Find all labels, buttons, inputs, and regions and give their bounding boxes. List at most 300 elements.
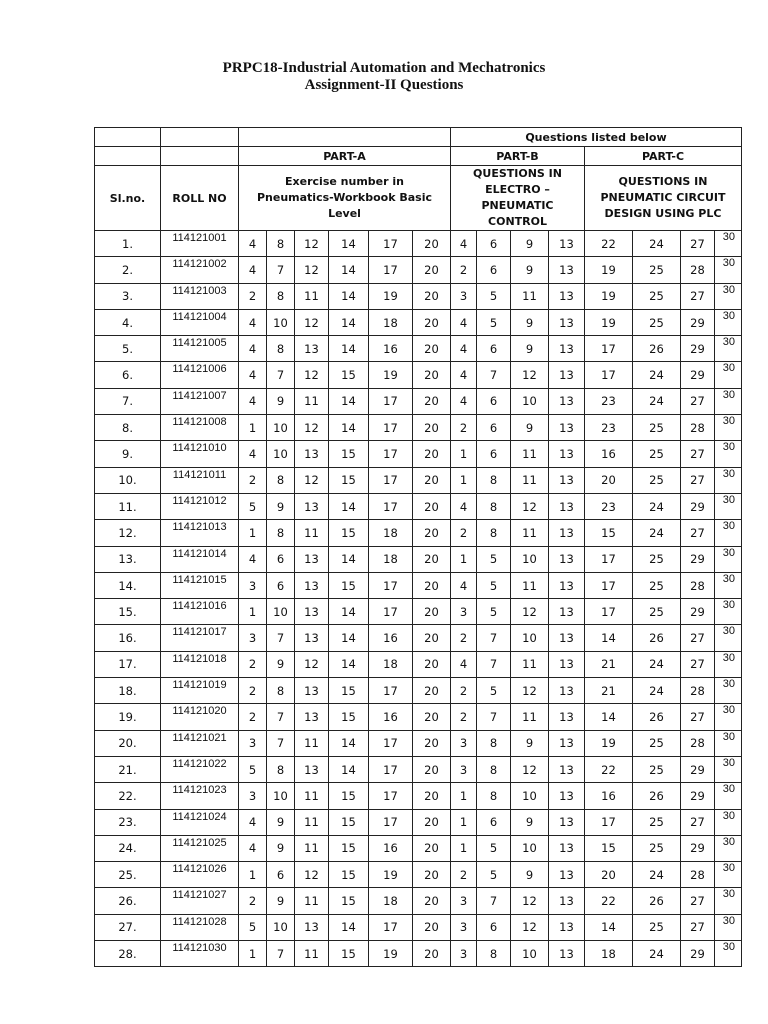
table-row <box>95 257 742 283</box>
part-a-cell: 16 <box>369 336 413 362</box>
roll-no-cell: 114121003 <box>161 283 239 309</box>
part-c-cell: 25 <box>633 835 681 861</box>
part-c-cell: 17 <box>585 546 633 572</box>
part-b-cell: 6 <box>477 809 511 835</box>
part-a-cell: 8 <box>267 231 295 257</box>
part-b-cell: 3 <box>451 730 477 756</box>
part-c-cell: 30 <box>715 231 742 257</box>
sl-no-cell: 17. <box>95 651 161 677</box>
part-a-cell: 11 <box>295 888 329 914</box>
part-a-cell: 2 <box>239 888 267 914</box>
sl-no-cell: 8. <box>95 415 161 441</box>
part-c-cell: 24 <box>633 678 681 704</box>
part-b-cell: 13 <box>549 941 585 967</box>
part-a-cell: 10 <box>267 441 295 467</box>
part-a-cell: 9 <box>267 835 295 861</box>
sl-no-cell: 28. <box>95 941 161 967</box>
part-b-cell: 6 <box>477 415 511 441</box>
part-b-cell: 1 <box>451 783 477 809</box>
part-b-cell: 10 <box>511 388 549 414</box>
part-b-cell: 13 <box>549 835 585 861</box>
part-a-cell: 2 <box>239 283 267 309</box>
sl-no-cell: 10. <box>95 467 161 493</box>
part-c-cell: 27 <box>681 231 715 257</box>
table-row <box>95 546 742 572</box>
part-a-cell: 11 <box>295 388 329 414</box>
part-b-cell: 3 <box>451 599 477 625</box>
blank-cell <box>95 128 161 147</box>
part-a-cell: 14 <box>329 625 369 651</box>
roll-no-cell: 114121012 <box>161 493 239 519</box>
roll-no-cell: 114121027 <box>161 888 239 914</box>
part-a-cell: 20 <box>413 651 451 677</box>
part-a-cell: 13 <box>295 546 329 572</box>
part-c-cell: 27 <box>681 283 715 309</box>
part-c-cell: 25 <box>633 415 681 441</box>
part-c-cell: 19 <box>585 283 633 309</box>
part-c-cell: 22 <box>585 756 633 782</box>
roll-no-cell: 114121024 <box>161 809 239 835</box>
part-a-cell: 1 <box>239 862 267 888</box>
part-c-cell: 15 <box>585 520 633 546</box>
part-a-cell: 14 <box>329 257 369 283</box>
part-a-cell: 20 <box>413 862 451 888</box>
sl-no-cell: 2. <box>95 257 161 283</box>
part-c-cell: 25 <box>633 467 681 493</box>
part-c-cell: 29 <box>681 599 715 625</box>
part-c-cell: 28 <box>681 730 715 756</box>
roll-no-cell: 114121010 <box>161 441 239 467</box>
table-row <box>95 336 742 362</box>
part-c-cell: 30 <box>715 599 742 625</box>
part-a-cell: 10 <box>267 783 295 809</box>
part-b-cell: 4 <box>451 231 477 257</box>
roll-no-cell: 114121018 <box>161 651 239 677</box>
part-b-cell: 5 <box>477 862 511 888</box>
part-a-cell: 8 <box>267 336 295 362</box>
part-b-cell: 3 <box>451 914 477 940</box>
table-row <box>95 415 742 441</box>
part-a-cell: 1 <box>239 941 267 967</box>
part-c-cell: 30 <box>715 362 742 388</box>
part-a-cell: 8 <box>267 678 295 704</box>
part-b-cell: 4 <box>451 336 477 362</box>
part-a-cell: 10 <box>267 599 295 625</box>
part-c-cell: 27 <box>681 704 715 730</box>
part-a-cell: 4 <box>239 546 267 572</box>
part-a-cell: 15 <box>329 835 369 861</box>
part-a-cell: 17 <box>369 388 413 414</box>
part-b-cell: 13 <box>549 625 585 651</box>
part-b-cell: 12 <box>511 599 549 625</box>
sl-no-cell: 25. <box>95 862 161 888</box>
part-a-cell: 10 <box>267 309 295 335</box>
part-c-cell: 30 <box>715 546 742 572</box>
part-a-cell: 2 <box>239 651 267 677</box>
part-c-cell: 30 <box>715 441 742 467</box>
part-b-cell: 13 <box>549 914 585 940</box>
part-c-cell: 25 <box>633 546 681 572</box>
part-c-cell: 16 <box>585 441 633 467</box>
roll-no-cell: 114121008 <box>161 415 239 441</box>
part-b-cell: 8 <box>477 941 511 967</box>
part-c-cell: 30 <box>715 257 742 283</box>
blank-cell <box>95 147 161 166</box>
part-a-cell: 5 <box>239 756 267 782</box>
part-c-cell: 24 <box>633 862 681 888</box>
part-a-cell: 20 <box>413 231 451 257</box>
part-c-cell: 30 <box>715 914 742 940</box>
part-a-cell: 15 <box>329 783 369 809</box>
roll-no-cell: 114121021 <box>161 730 239 756</box>
part-c-cell: 30 <box>715 704 742 730</box>
sl-no-cell: 6. <box>95 362 161 388</box>
part-b-cell: 13 <box>549 388 585 414</box>
part-b-cell: 13 <box>549 336 585 362</box>
part-a-cell: 6 <box>267 572 295 598</box>
part-a-cell: 17 <box>369 493 413 519</box>
part-c-cell: 27 <box>681 651 715 677</box>
part-a-cell: 13 <box>295 625 329 651</box>
part-a-cell: 7 <box>267 704 295 730</box>
part-a-cell: 20 <box>413 730 451 756</box>
part-a-cell: 15 <box>329 862 369 888</box>
sl-no-cell: 18. <box>95 678 161 704</box>
part-a-cell: 20 <box>413 625 451 651</box>
part-b-cell: 11 <box>511 572 549 598</box>
part-b-cell: 13 <box>549 730 585 756</box>
part-a-cell: 20 <box>413 283 451 309</box>
blank-cell <box>161 128 239 147</box>
blank-cell <box>239 128 451 147</box>
part-c-cell: 30 <box>715 415 742 441</box>
part-a-cell: 2 <box>239 704 267 730</box>
part-a-cell: 16 <box>369 625 413 651</box>
part-a-cell: 17 <box>369 756 413 782</box>
part-b-cell: 10 <box>511 941 549 967</box>
part-b-cell: 12 <box>511 678 549 704</box>
part-c-cell: 27 <box>681 914 715 940</box>
part-c-cell: 29 <box>681 941 715 967</box>
part-c-cell: 14 <box>585 625 633 651</box>
roll-no-cell: 114121025 <box>161 835 239 861</box>
part-a-cell: 17 <box>369 572 413 598</box>
part-c-cell: 27 <box>681 520 715 546</box>
part-a-cell: 13 <box>295 336 329 362</box>
sl-no-cell: 21. <box>95 756 161 782</box>
table-row <box>95 599 742 625</box>
part-b-cell: 9 <box>511 415 549 441</box>
sl-no-cell: 3. <box>95 283 161 309</box>
document-subtitle: Assignment-II Questions <box>304 77 464 93</box>
sl-no-cell: 7. <box>95 388 161 414</box>
part-a-cell: 2 <box>239 678 267 704</box>
part-a-cell: 4 <box>239 309 267 335</box>
part-c-cell: 29 <box>681 493 715 519</box>
part-a-cell: 14 <box>329 914 369 940</box>
sl-no-cell: 27. <box>95 914 161 940</box>
roll-no-cell: 114121030 <box>161 941 239 967</box>
part-c-cell: 25 <box>633 914 681 940</box>
part-a-cell: 14 <box>329 388 369 414</box>
part-a-cell: 14 <box>329 283 369 309</box>
part-b-cell: 8 <box>477 520 511 546</box>
part-a-cell: 3 <box>239 572 267 598</box>
part-c-cell: 30 <box>715 572 742 598</box>
part-c-cell: 30 <box>715 520 742 546</box>
part-a-cell: 10 <box>267 415 295 441</box>
part-c-cell: 25 <box>633 809 681 835</box>
part-a-cell: 4 <box>239 362 267 388</box>
part-c-cell: 30 <box>715 336 742 362</box>
part-a-cell: 17 <box>369 730 413 756</box>
part-b-cell: 6 <box>477 388 511 414</box>
part-a-cell: 20 <box>413 362 451 388</box>
part-a-cell: 20 <box>413 467 451 493</box>
sl-no-cell: 13. <box>95 546 161 572</box>
part-c-cell: 30 <box>715 941 742 967</box>
part-a-cell: 14 <box>329 309 369 335</box>
part-c-cell: 25 <box>633 572 681 598</box>
part-b-cell: 5 <box>477 835 511 861</box>
part-a-cell: 17 <box>369 678 413 704</box>
part-b-cell: 6 <box>477 257 511 283</box>
part-a-cell: 20 <box>413 546 451 572</box>
part-c-cell: 17 <box>585 599 633 625</box>
part-c-cell: 25 <box>633 283 681 309</box>
part-a-cell: 4 <box>239 835 267 861</box>
part-a-header: PART-A <box>239 147 451 166</box>
part-c-cell: 19 <box>585 309 633 335</box>
table-row <box>95 231 742 257</box>
part-a-cell: 8 <box>267 520 295 546</box>
part-c-cell: 25 <box>633 441 681 467</box>
part-c-cell: 29 <box>681 546 715 572</box>
part-a-cell: 8 <box>267 756 295 782</box>
part-a-cell: 9 <box>267 809 295 835</box>
part-b-cell: 13 <box>549 546 585 572</box>
part-b-cell: 11 <box>511 441 549 467</box>
part-a-cell: 9 <box>267 651 295 677</box>
part-b-cell: 5 <box>477 309 511 335</box>
part-a-cell: 20 <box>413 704 451 730</box>
roll-no-cell: 114121004 <box>161 309 239 335</box>
part-b-cell: 13 <box>549 231 585 257</box>
part-b-cell: 2 <box>451 415 477 441</box>
part-c-cell: 26 <box>633 704 681 730</box>
part-c-cell: 30 <box>715 888 742 914</box>
document-title: PRPC18-Industrial Automation and Mechatronics <box>222 60 546 76</box>
part-a-cell: 20 <box>413 783 451 809</box>
part-c-cell: 29 <box>681 756 715 782</box>
part-a-cell: 17 <box>369 914 413 940</box>
part-a-cell: 5 <box>239 493 267 519</box>
table-row <box>95 467 742 493</box>
part-b-cell: 12 <box>511 362 549 388</box>
table-row <box>95 678 742 704</box>
part-a-cell: 9 <box>267 493 295 519</box>
roll-no-cell: 114121016 <box>161 599 239 625</box>
part-c-header: PART-C <box>585 147 742 166</box>
part-b-description: QUESTIONS IN ELECTRO – PNEUMATIC CONTROL <box>451 166 585 231</box>
part-b-cell: 13 <box>549 441 585 467</box>
table-row <box>95 493 742 519</box>
part-a-cell: 11 <box>295 835 329 861</box>
part-a-cell: 20 <box>413 914 451 940</box>
part-a-cell: 14 <box>329 231 369 257</box>
part-c-cell: 26 <box>633 336 681 362</box>
table-row <box>95 362 742 388</box>
part-b-cell: 11 <box>511 520 549 546</box>
table-row <box>95 783 742 809</box>
sl-no-cell: 26. <box>95 888 161 914</box>
part-a-cell: 20 <box>413 835 451 861</box>
roll-no-cell: 114121006 <box>161 362 239 388</box>
part-a-cell: 15 <box>329 441 369 467</box>
part-c-cell: 25 <box>633 730 681 756</box>
part-b-cell: 12 <box>511 756 549 782</box>
part-b-cell: 13 <box>549 704 585 730</box>
part-c-cell: 25 <box>633 599 681 625</box>
part-c-cell: 27 <box>681 467 715 493</box>
part-b-cell: 1 <box>451 546 477 572</box>
part-c-cell: 28 <box>681 678 715 704</box>
part-a-cell: 15 <box>329 572 369 598</box>
part-a-cell: 3 <box>239 783 267 809</box>
part-c-cell: 30 <box>715 835 742 861</box>
table-row <box>95 704 742 730</box>
sl-no-header: Sl.no. <box>95 166 161 231</box>
part-a-cell: 11 <box>295 730 329 756</box>
part-a-cell: 14 <box>329 546 369 572</box>
part-b-cell: 1 <box>451 809 477 835</box>
part-b-cell: 12 <box>511 888 549 914</box>
part-c-cell: 30 <box>715 651 742 677</box>
part-c-cell: 30 <box>715 862 742 888</box>
part-c-cell: 26 <box>633 625 681 651</box>
part-c-cell: 24 <box>633 362 681 388</box>
roll-no-cell: 114121023 <box>161 783 239 809</box>
part-c-cell: 17 <box>585 336 633 362</box>
sl-no-cell: 20. <box>95 730 161 756</box>
part-c-cell: 29 <box>681 783 715 809</box>
part-a-cell: 19 <box>369 862 413 888</box>
roll-no-cell: 114121013 <box>161 520 239 546</box>
part-a-cell: 12 <box>295 862 329 888</box>
part-b-cell: 9 <box>511 809 549 835</box>
part-b-cell: 2 <box>451 704 477 730</box>
part-c-cell: 27 <box>681 888 715 914</box>
sl-no-cell: 24. <box>95 835 161 861</box>
part-a-cell: 12 <box>295 362 329 388</box>
part-a-cell: 15 <box>329 467 369 493</box>
part-b-cell: 8 <box>477 756 511 782</box>
part-a-cell: 17 <box>369 257 413 283</box>
part-a-cell: 13 <box>295 914 329 940</box>
part-b-cell: 4 <box>451 572 477 598</box>
part-c-cell: 23 <box>585 493 633 519</box>
part-b-cell: 2 <box>451 520 477 546</box>
table-row <box>95 309 742 335</box>
part-c-cell: 28 <box>681 415 715 441</box>
blank-cell <box>161 147 239 166</box>
roll-no-cell: 114121022 <box>161 756 239 782</box>
table-row <box>95 441 742 467</box>
roll-no-cell: 114121011 <box>161 467 239 493</box>
table-row <box>95 730 742 756</box>
part-a-cell: 8 <box>267 283 295 309</box>
part-b-cell: 13 <box>549 572 585 598</box>
part-c-cell: 24 <box>633 941 681 967</box>
part-b-cell: 10 <box>511 546 549 572</box>
part-c-cell: 30 <box>715 678 742 704</box>
part-a-cell: 17 <box>369 231 413 257</box>
part-c-cell: 30 <box>715 283 742 309</box>
part-c-cell: 19 <box>585 730 633 756</box>
part-a-cell: 7 <box>267 625 295 651</box>
part-c-cell: 21 <box>585 651 633 677</box>
part-a-cell: 17 <box>369 599 413 625</box>
part-b-cell: 8 <box>477 467 511 493</box>
table-row <box>95 625 742 651</box>
part-b-cell: 13 <box>549 309 585 335</box>
roll-no-cell: 114121019 <box>161 678 239 704</box>
part-a-cell: 2 <box>239 467 267 493</box>
part-a-cell: 13 <box>295 572 329 598</box>
part-c-cell: 27 <box>681 625 715 651</box>
sl-no-cell: 5. <box>95 336 161 362</box>
part-c-cell: 15 <box>585 835 633 861</box>
part-b-cell: 13 <box>549 493 585 519</box>
part-b-cell: 6 <box>477 336 511 362</box>
part-c-cell: 27 <box>681 441 715 467</box>
part-a-cell: 13 <box>295 441 329 467</box>
part-a-cell: 20 <box>413 493 451 519</box>
part-b-cell: 5 <box>477 678 511 704</box>
part-b-cell: 13 <box>549 809 585 835</box>
part-a-cell: 6 <box>267 862 295 888</box>
part-a-cell: 20 <box>413 388 451 414</box>
part-b-cell: 4 <box>451 493 477 519</box>
part-a-cell: 3 <box>239 730 267 756</box>
part-a-cell: 18 <box>369 651 413 677</box>
part-a-cell: 14 <box>329 730 369 756</box>
sl-no-cell: 14. <box>95 572 161 598</box>
part-a-cell: 11 <box>295 283 329 309</box>
part-a-cell: 14 <box>329 599 369 625</box>
roll-no-cell: 114121015 <box>161 572 239 598</box>
part-b-cell: 9 <box>511 309 549 335</box>
sl-no-cell: 9. <box>95 441 161 467</box>
part-c-cell: 18 <box>585 941 633 967</box>
sl-no-cell: 23. <box>95 809 161 835</box>
roll-no-cell: 114121005 <box>161 336 239 362</box>
part-b-cell: 9 <box>511 257 549 283</box>
table-row <box>95 888 742 914</box>
table-row <box>95 835 742 861</box>
part-b-cell: 2 <box>451 678 477 704</box>
part-b-cell: 7 <box>477 651 511 677</box>
part-a-cell: 20 <box>413 257 451 283</box>
part-b-cell: 2 <box>451 862 477 888</box>
part-a-cell: 5 <box>239 914 267 940</box>
part-b-cell: 10 <box>511 783 549 809</box>
part-b-cell: 12 <box>511 493 549 519</box>
part-a-cell: 13 <box>295 493 329 519</box>
part-a-cell: 17 <box>369 467 413 493</box>
part-b-cell: 4 <box>451 309 477 335</box>
part-a-cell: 4 <box>239 441 267 467</box>
